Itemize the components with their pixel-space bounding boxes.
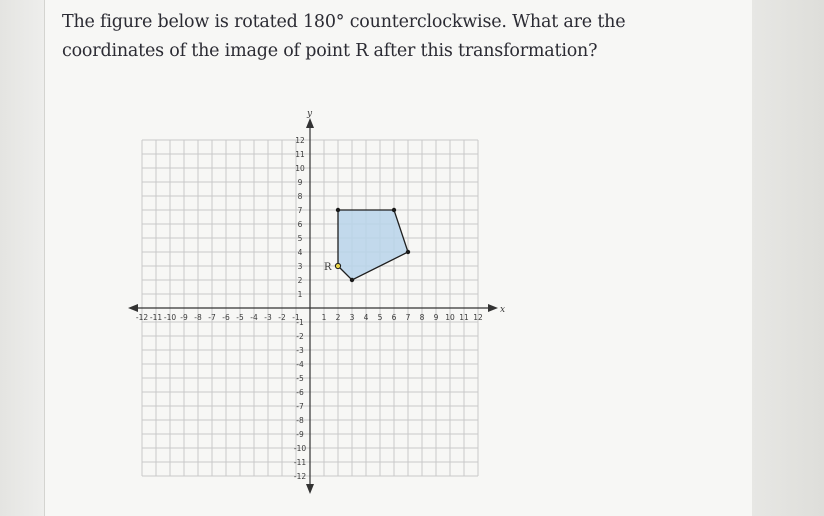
x-tick-label: 7 — [405, 313, 411, 322]
x-tick-label: -5 — [236, 313, 244, 322]
y-tick-label: -4 — [296, 360, 304, 369]
y-tick-label: 9 — [297, 178, 303, 187]
y-tick-label: 6 — [297, 220, 303, 229]
polygon-vertex — [406, 250, 410, 254]
y-axis-label: y — [307, 110, 313, 119]
y-axis-arrow-down — [306, 484, 314, 494]
x-tick-label: -7 — [208, 313, 216, 322]
x-tick-label: 8 — [419, 313, 425, 322]
y-tick-label: 10 — [295, 164, 305, 173]
point-r-label: R — [324, 262, 332, 273]
x-tick-label: 10 — [445, 313, 455, 322]
y-tick-label: -8 — [296, 416, 304, 425]
y-tick-label: 2 — [297, 276, 303, 285]
y-tick-label: -10 — [293, 444, 307, 453]
question-text: The figure below is rotated 180° counterclockwise. What are the coordinates of the image of point R after this transformation? — [62, 12, 626, 61]
point-r-marker — [335, 263, 340, 268]
y-tick-label: 3 — [297, 262, 303, 271]
x-tick-label: 3 — [349, 313, 355, 322]
x-tick-label: -4 — [250, 313, 258, 322]
polygon-vertex — [350, 278, 354, 282]
y-tick-label: 12 — [295, 136, 305, 145]
x-tick-label: 9 — [433, 313, 439, 322]
x-tick-label: -10 — [163, 313, 177, 322]
polygon-vertex — [392, 208, 396, 212]
x-tick-label: -12 — [135, 313, 149, 322]
y-tick-label: 5 — [297, 234, 303, 243]
y-tick-label: -1 — [296, 318, 304, 327]
figure-polygon — [338, 210, 408, 280]
y-tick-label: -5 — [296, 374, 304, 383]
y-tick-label: -11 — [293, 458, 307, 467]
right-panel — [752, 0, 824, 516]
x-tick-label: -8 — [194, 313, 202, 322]
x-tick-label: -11 — [149, 313, 163, 322]
coordinate-plane — [128, 110, 518, 500]
x-tick-label: -6 — [222, 313, 230, 322]
x-tick-label: 12 — [473, 313, 483, 322]
y-tick-label: 4 — [297, 248, 303, 257]
y-tick-label: 7 — [297, 206, 303, 215]
x-tick-label: -3 — [264, 313, 272, 322]
y-tick-label: -2 — [296, 332, 304, 341]
x-tick-label: -2 — [278, 313, 286, 322]
x-tick-label: 6 — [391, 313, 397, 322]
x-tick-label: 11 — [459, 313, 469, 322]
y-tick-label: -9 — [296, 430, 304, 439]
y-tick-label: -6 — [296, 388, 304, 397]
y-tick-label: -12 — [293, 472, 307, 481]
x-axis-label: x — [500, 305, 506, 315]
x-tick-label: -9 — [180, 313, 188, 322]
y-tick-label: 11 — [295, 150, 305, 159]
x-tick-label: 4 — [363, 313, 369, 322]
x-tick-label: 2 — [335, 313, 341, 322]
x-tick-label: 1 — [321, 313, 327, 322]
sidebar-edge — [0, 0, 45, 516]
x-tick-label: 5 — [377, 313, 383, 322]
y-tick-label: 8 — [297, 192, 303, 201]
x-axis-arrow-right — [488, 304, 498, 312]
x-tick-label: -1 — [292, 313, 300, 322]
y-tick-label: 1 — [297, 290, 303, 299]
y-tick-label: -7 — [296, 402, 304, 411]
x-axis-arrow-left — [128, 304, 138, 312]
y-axis-arrow-up — [306, 118, 314, 128]
y-tick-label: -3 — [296, 346, 304, 355]
polygon-vertex — [336, 208, 340, 212]
